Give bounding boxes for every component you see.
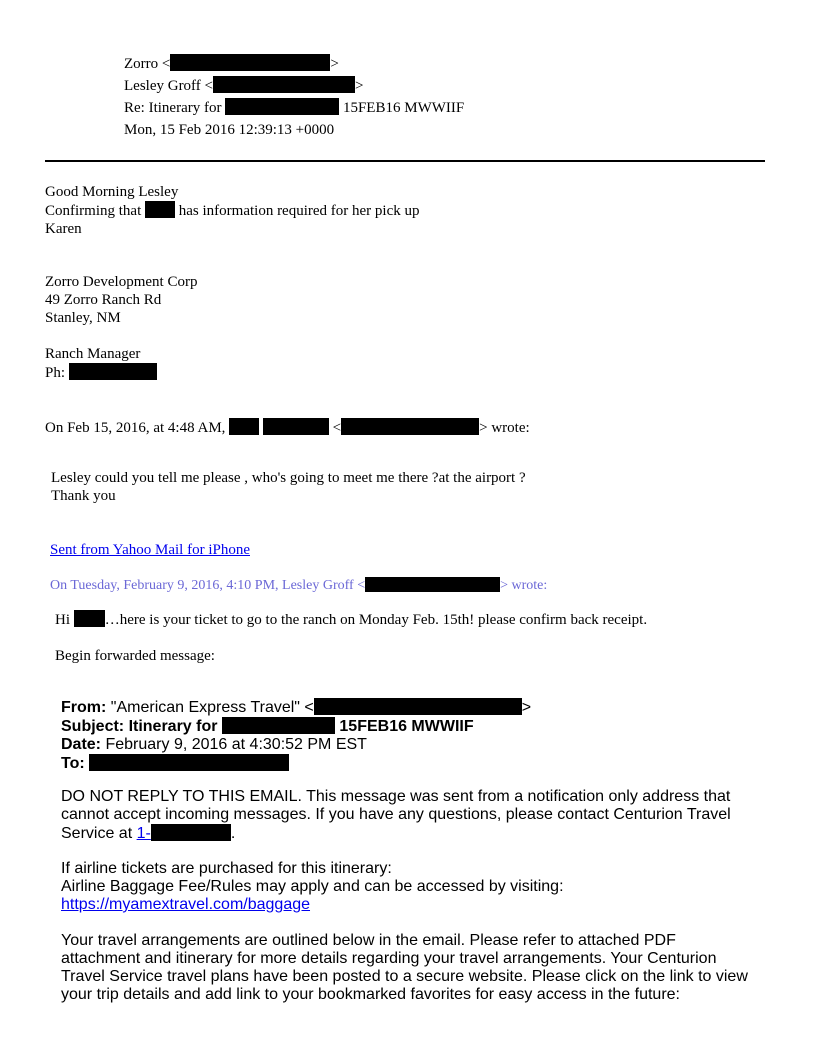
fwd-from-row: From: "American Express Travel" < > bbox=[61, 699, 532, 716]
arrangements-paragraph: Your travel arrangements are outlined below in the email. Please refer to attached PDF attachment and itinerary for more details regarding your travel arrangements. Your Centurion Travel Service travel plans have been posted to a secure website. Please click on the link to view your trip details and add link to your bookmarked favorites for easy access in the future: bbox=[61, 932, 748, 1003]
subject-value: Re: Itinerary for bbox=[124, 100, 222, 116]
quote-line-1: Lesley could you tell me please , who's going to meet me there ?at the airport ? bbox=[51, 470, 526, 486]
signer: Karen bbox=[45, 221, 82, 237]
redacted-block bbox=[263, 418, 329, 435]
redacted-block bbox=[145, 201, 175, 218]
redacted-block bbox=[229, 418, 259, 435]
fwd-date-row: Date: February 9, 2016 at 4:30:52 PM EST bbox=[61, 736, 367, 753]
redacted-block bbox=[69, 363, 157, 380]
on-tuesday-line: On Tuesday, February 9, 2016, 4:10 PM, Lesley Groff < > wrote: bbox=[50, 578, 548, 593]
from-end: > bbox=[330, 56, 339, 72]
from-value: Zorro < bbox=[124, 56, 171, 72]
address-line-2: Stanley, NM bbox=[45, 310, 121, 326]
sent-from-link[interactable]: Sent from Yahoo Mail for iPhone bbox=[50, 542, 250, 558]
signature bbox=[45, 273, 197, 382]
quote-line-2: Thank you bbox=[51, 488, 116, 504]
greeting: Good Morning Lesley bbox=[45, 184, 179, 200]
to-end: > bbox=[355, 78, 364, 94]
company: Zorro Development Corp bbox=[45, 274, 198, 290]
phone-line: Ph: bbox=[45, 363, 197, 382]
redacted-block bbox=[151, 824, 231, 841]
phone-link[interactable]: 1- bbox=[137, 825, 231, 842]
redacted-block bbox=[213, 76, 355, 93]
begin-forwarded: Begin forwarded message: bbox=[55, 648, 215, 664]
notice-paragraph: DO NOT REPLY TO THIS EMAIL. This message was sent from a notification only address that cannot accept incoming messages. If you have any questions, please contact Centurion Travel Service at 1- . bbox=[61, 788, 731, 842]
baggage-paragraph: If airline tickets are purchased for this itinerary: Airline Baggage Fee/Rules may apply and can be accessed by visiting: https://myamextravel.com/baggage bbox=[61, 860, 564, 913]
date-value: Mon, 15 Feb 2016 12:39:13 +0000 bbox=[124, 122, 335, 138]
redacted-block bbox=[74, 610, 105, 627]
redacted-block bbox=[341, 418, 479, 435]
redacted-block bbox=[225, 98, 339, 115]
to-value: Lesley Groff < bbox=[124, 78, 213, 94]
subject-end: 15FEB16 MWWIIF bbox=[342, 100, 465, 116]
hi-line: Hi …here is your ticket to go to the ranch on Monday Feb. 15th! please confirm back receipt. bbox=[55, 612, 648, 628]
baggage-link[interactable]: https://myamextravel.com/baggage bbox=[61, 896, 311, 913]
redacted-block bbox=[314, 698, 522, 715]
address-line-1: 49 Zorro Ranch Rd bbox=[45, 292, 162, 308]
forwarded-header bbox=[61, 698, 531, 773]
redacted-block bbox=[89, 754, 289, 771]
wrote-line: On Feb 15, 2016, at 4:48 AM, < > wrote: bbox=[45, 420, 530, 436]
fwd-subject-row: Subject: Itinerary for 15FEB16 MWWIIF bbox=[61, 718, 474, 735]
quoted-message bbox=[51, 469, 526, 505]
redacted-block bbox=[222, 717, 335, 734]
redacted-block bbox=[365, 577, 500, 592]
job-title: Ranch Manager bbox=[45, 346, 141, 362]
redacted-block bbox=[170, 54, 330, 71]
header-divider bbox=[45, 160, 765, 162]
confirm-line: Confirming that has information required for her pick up bbox=[45, 203, 420, 219]
fwd-to-row: To: bbox=[61, 754, 531, 773]
reply-message bbox=[45, 183, 420, 238]
